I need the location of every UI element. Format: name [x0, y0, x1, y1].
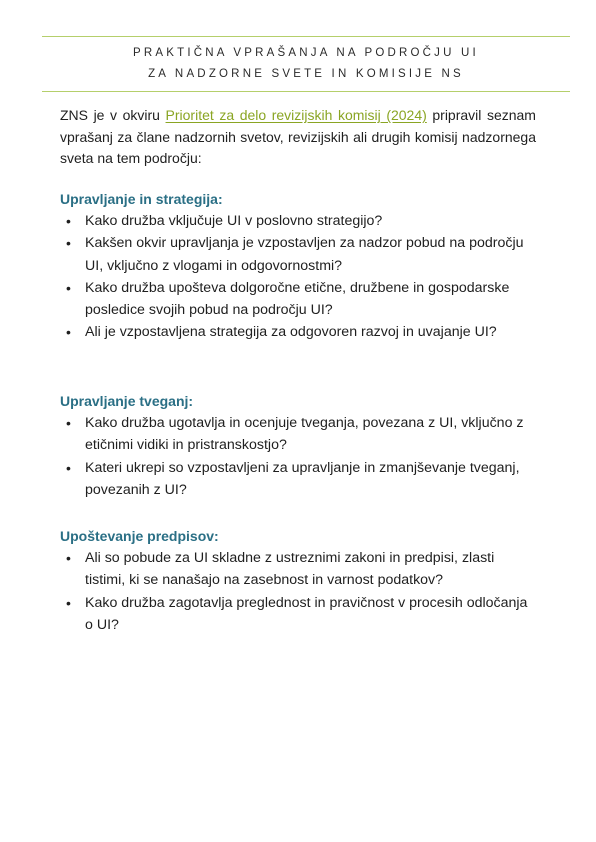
- list-item: • Ali so pobude za UI skladne z ustreznimi zakoni in predpisi, zlasti tistimi, ki se nanašajo na zasebnost in varnost podatkov?: [60, 547, 536, 592]
- intro-text-before: ZNS je v okviru: [60, 107, 166, 123]
- list-item: • Kako družba vključuje UI v poslovno strategijo?: [60, 210, 536, 232]
- list-item: • Kakšen okvir upravljanja je vzpostavljen za nadzor pobud na področju UI, vključno z vlogami in odgovornostmi?: [60, 232, 536, 277]
- question-list: [60, 412, 536, 501]
- section-heading: Upravljanje tveganj:: [60, 393, 194, 409]
- list-item: • Kako družba ugotavlja in ocenjuje tveganja, povezana z UI, vključno z etičnimi vidiki in pristranskostjo?: [60, 412, 536, 457]
- question-list: [60, 547, 536, 636]
- priorities-link[interactable]: Prioritet za delo revizijskih komisij (2024): [165, 107, 427, 123]
- intro-paragraph: [60, 105, 536, 170]
- list-item: • Ali je vzpostavljena strategija za odgovoren razvoj in uvajanje UI?: [60, 321, 536, 343]
- page-title: [42, 43, 570, 85]
- top-divider: [42, 36, 570, 37]
- title-divider: [42, 91, 570, 92]
- title-line-1: PRAKTIČNA VPRAŠANJA NA PODROČJU UI: [133, 47, 479, 59]
- list-item: • Kateri ukrepi so vzpostavljeni za upravljanje in zmanjševanje tveganj, povezanih z UI?: [60, 457, 536, 502]
- list-item: • Kako družba zagotavlja preglednost in pravičnost v procesih odločanja o UI?: [60, 592, 536, 637]
- section-heading: Upravljanje in strategija:: [60, 191, 223, 207]
- section-risk-management: [60, 391, 536, 501]
- section-heading: Upoštevanje predpisov:: [60, 528, 219, 544]
- section-governance-strategy: [60, 189, 536, 344]
- intro-text-after: pripravil seznam vprašanj za člane nadzornih svetov, revizijskih ali drugih komisij nadzornega sveta na tem področju:: [60, 107, 536, 166]
- title-line-2: ZA NADZORNE SVETE IN KOMISIJE NS: [148, 68, 464, 80]
- list-item: • Kako družba upošteva dolgoročne etične, družbene in gospodarske posledice svojih pobud na področju UI?: [60, 277, 536, 322]
- question-list: [60, 210, 536, 344]
- section-compliance: [60, 526, 536, 636]
